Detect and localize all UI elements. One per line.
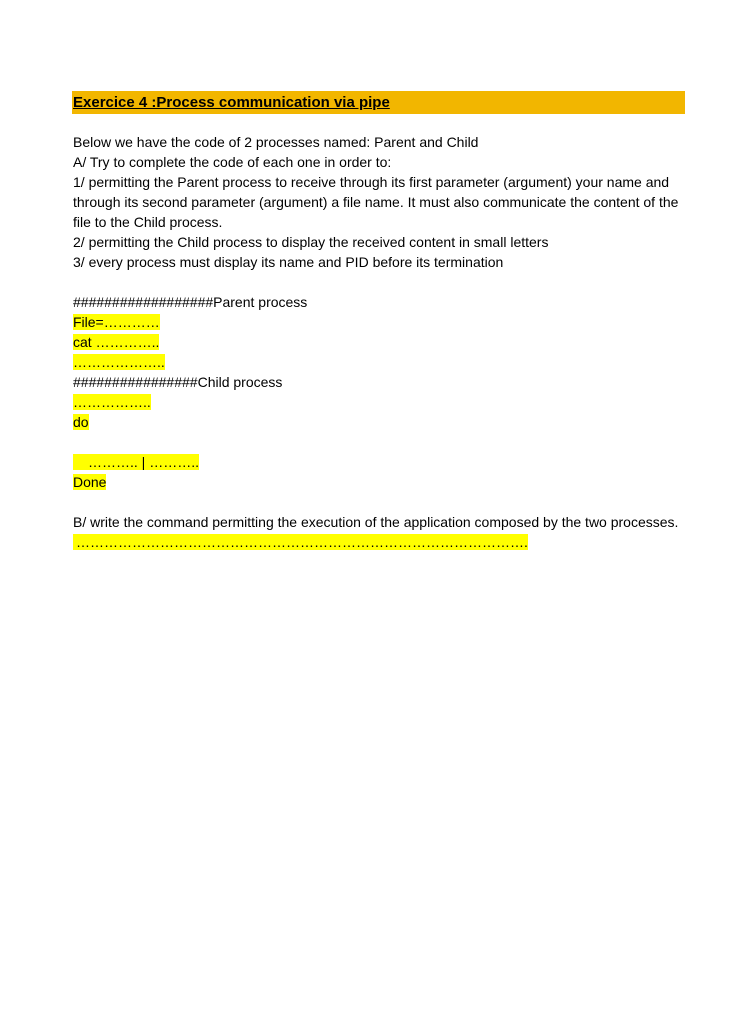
- part-b-answer-blank: …………………………………………………………………………………….: [73, 534, 528, 550]
- child-code-pipe-line: ……….. | ………..: [73, 454, 199, 470]
- child-code-line-1: ……………..: [73, 394, 151, 410]
- exercise-body: [73, 132, 685, 552]
- requirement-2: 2/ permitting the Child process to display the received content in small letters: [73, 234, 549, 250]
- child-process-header: ################Child process: [73, 374, 283, 390]
- blank-line: [73, 272, 685, 292]
- requirement-3: 3/ every process must display its name and PID before its termination: [73, 254, 504, 270]
- intro-line-1: Below we have the code of 2 processes named: Parent and Child: [73, 134, 479, 150]
- part-b-question: B/ write the command permitting the execution of the application composed by the two processes.: [73, 514, 679, 530]
- parent-process-header: ##################Parent process: [73, 294, 308, 310]
- child-code-done: Done: [73, 474, 107, 490]
- intro-line-2: A/ Try to complete the code of each one in order to:: [73, 154, 392, 170]
- exercise-title: Exercice 4 :Process communication via pipe: [73, 94, 390, 111]
- parent-code-line-1: File=…………: [73, 314, 160, 330]
- requirement-1: 1/ permitting the Parent process to receive through its first parameter (argument) your name and through its second parameter (argument) a file name. It must also communicate the content of the file to the Child process.: [73, 174, 679, 230]
- child-code-do: do: [73, 414, 89, 430]
- blank-line: [73, 492, 685, 512]
- parent-code-line-3: ………………..: [73, 354, 165, 370]
- parent-code-line-2: cat …………..: [73, 334, 160, 350]
- blank-line: [73, 432, 685, 452]
